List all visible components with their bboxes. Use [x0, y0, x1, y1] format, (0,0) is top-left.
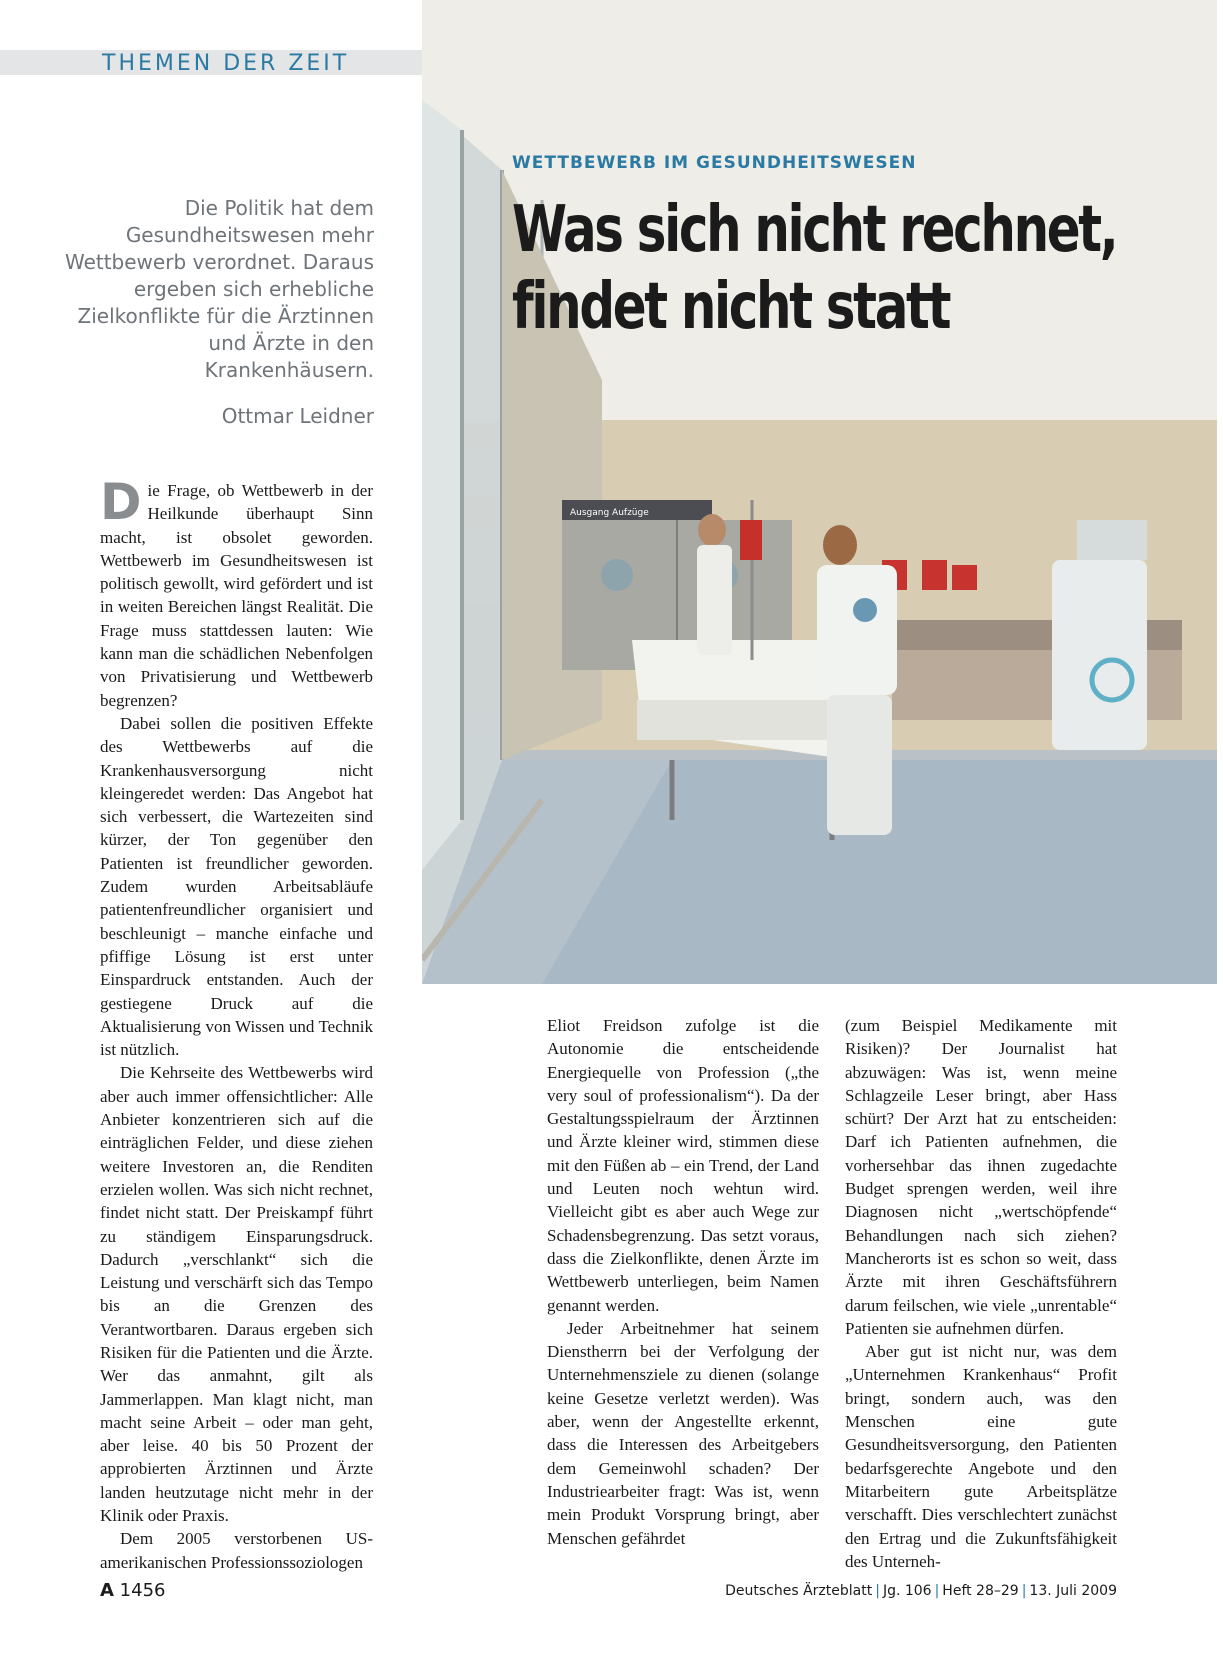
paragraph	[100, 473, 373, 712]
article-kicker: WETTBEWERB IM GESUNDHEITSWESEN	[512, 153, 917, 173]
article-author: Ottmar Leidner	[221, 404, 374, 428]
text-column-2	[547, 1014, 819, 1550]
paragraph: Die Kehrseite des Wettbewerbs wird aber auch immer offensichtlicher: Alle Anbieter konzentrieren sich auf die einträglichen Felder, und diese ziehen weitere Investoren an, die Renditen erzielen wollen. Was sich nicht rechnet, findet nicht statt. Der Preiskampf führt zu ständigem Einsparungsdruck. Dadurch „verschlankt“ sich die Leistung und verschärft sich das Tempo bis an die Grenzen des Verantwortbaren. Daraus ergeben sich Risiken für die Patienten und die Ärzte. Wer das anmahnt, gilt als Jammerlappen. Man klagt nicht, man macht seine Arbeit – oder man geht, aber leise. 40 bis 50 Prozent der approbierten Ärztinnen und Ärzte landen heutzutage nicht mehr in der Klinik oder Praxis.	[100, 1063, 373, 1526]
article-teaser: Die Politik hat dem Gesundheitswesen mehr Wettbewerb verordnet. Daraus ergeben sich erhebliche Zielkonflikte für die Ärztinnen und Ärzte in den Krankenhäusern.	[64, 196, 374, 382]
journal-date: 13. Juli 2009	[1029, 1583, 1117, 1599]
hospital-corridor-photo	[422, 0, 1217, 984]
text-column-1	[100, 473, 373, 1574]
section-label: THEMEN DER ZEIT	[102, 51, 350, 76]
paragraph: Dem 2005 verstorbenen US-amerikanischen Professionssoziologen	[100, 1529, 373, 1572]
paragraph: Eliot Freidson zufolge ist die Autonomie die entscheidende Energiequelle von Profession („the very soul of professionalism“). Da der Gestaltungsspielraum der Ärztinnen und Ärzte kleiner wird, stimmen diese mit den Füßen ab – ein Trend, der Land und Leuten noch wehtun wird. Vielleicht gibt es aber auch Wege zur Schadensbegrenzung. Das setzt voraus, dass die Zielkonflikte, denen Ärzte im Wettbewerb unterliegen, beim Namen genannt werden.	[547, 1016, 819, 1315]
headline-line-1: Was sich nicht rechnet,	[512, 193, 1117, 267]
journal-volume: Jg. 106	[882, 1583, 932, 1599]
article-headline	[512, 192, 1117, 346]
page-prefix: A	[100, 1580, 114, 1601]
journal-issue: Heft 28–29	[942, 1583, 1019, 1599]
exit-sign-text: Ausgang Aufzüge	[570, 508, 649, 518]
page-number	[100, 1580, 165, 1601]
drop-cap: D	[100, 473, 142, 531]
text-column-3	[845, 1014, 1117, 1573]
paragraph-text: ie Frage, ob Wettbewerb in der Heilkunde überhaupt Sinn macht, ist obsolet geworden. Wettbewerb im Gesundheitswesen ist politisch gewollt, wird gefördert und ist in weiten Bereichen längst Realität. Die Frage muss stattdessen lauten: Wie kann man die schädlichen Nebenfolgen von Privatisierung und Wettbewerb begrenzen?	[100, 481, 373, 710]
headline-line-2: findet nicht statt	[512, 270, 950, 344]
journal-name: Deutsches Ärzteblatt	[725, 1583, 873, 1599]
journal-footer: Deutsches Ärzteblatt | Jg. 106 | Heft 28–29 | 13. Juli 2009	[725, 1583, 1117, 1599]
paragraph: (zum Beispiel Medikamente mit Risiken)? Der Journalist hat abzuwägen: Was ist, wenn meine Schlagzeile Leser bringt, aber Hass schürt? Der Arzt hat zu entscheiden: Darf ich Patienten aufnehmen, die vorhersehbar das ihnen zugedachte Budget sprengen werden, weil ihre Diagnosen nicht „wertschöpfende“ Behandlungen nach sich ziehen? Mancherorts ist es schon so weit, dass Ärzte mit ihren Geschäftsführern darum feilschen, wie viele „unrentable“ Patienten sie aufnehmen dürfen.	[845, 1016, 1117, 1338]
paragraph: Dabei sollen die positiven Effekte des Wettbewerbs auf die Krankenhausversorgung nicht kleingeredet werden: Das Angebot hat sich verbessert, die Wartezeiten sind kürzer, der Ton gegenüber den Patienten ist freundlicher geworden. Zudem wurden Arbeitsabläufe patientenfreundlicher organisiert und beschleunigt – manche einfache und pfiffige Lösung ist erst unter Einspardruck entstanden. Auch der gestiegene Druck auf die Aktualisierung von Wissen und Technik ist nützlich.	[100, 713, 373, 1060]
page-number-value: 1456	[119, 1580, 166, 1601]
paragraph: Aber gut ist nicht nur, was dem „Unternehmen Krankenhaus“ Profit bringt, sondern auch, was den Menschen eine gute Gesundheitsversorgung, den Patienten bedarfsgerechte Angebote und den Mitarbeitern gute Arbeitsplätze verschafft. Dies verschlechtert zunächst den Ertrag und die Zukunftsfähigkeit des Unterneh-	[845, 1342, 1117, 1571]
paragraph: Jeder Arbeitnehmer hat seinem Dienstherrn bei der Verfolgung der Unternehmensziele zu dienen (solange keine Gesetze verletzt werden). Was aber, wenn der Angestellte erkennt, dass die Interessen des Arbeitgebers dem Gemeinwohl schaden? Der Industriearbeiter fragt: Was ist, wenn mein Produkt Vorsprung bringt, aber Menschen gefährdet	[547, 1318, 819, 1548]
